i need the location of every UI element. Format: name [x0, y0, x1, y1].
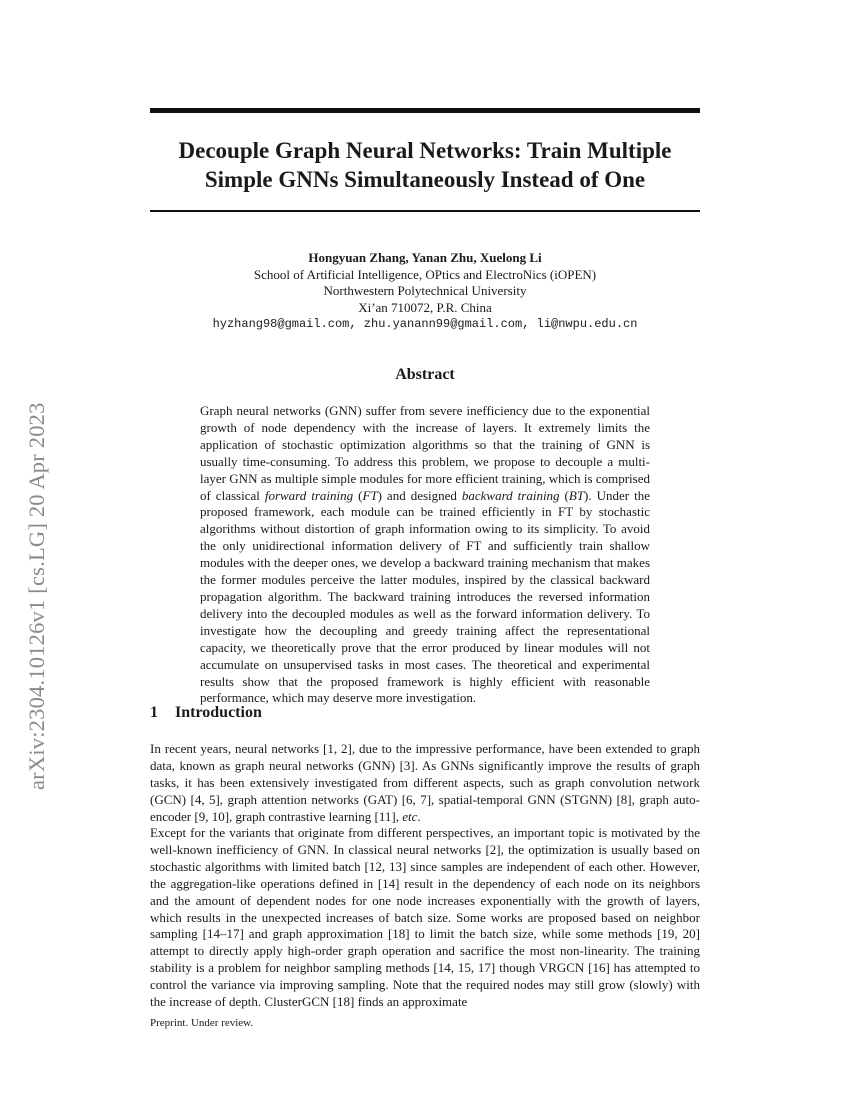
intro-p1-text: In recent years, neural networks [1, 2], due to the impressive performance, have been extended to graph data, known as graph neural networks (GNN) [3]. As GNNs significantly improve the results of graph tasks, it has been extensively investigated from different aspects, such as graph convolution network (GCN) [4, 5], graph attention networks (GAT) [6, 7], spatial-temporal GNN (STGNN) [8], graph auto-encoder [9, 10], graph contrastive learning [11], — [150, 741, 700, 824]
affiliation-line-2: Northwestern Polytechnical University — [323, 283, 527, 298]
intro-p1-end: . — [417, 808, 421, 824]
abstract-text-1: Graph neural networks (GNN) suffer from severe inefficiency due to the exponential growth of node dependency with the increase of layers. It extremely limits the application of stochastic optimization algorithms so that the training of GNN is usually time-consuming. To address this problem, we propose to decouple a multi-layer GNN as multiple simple modules for more efficient training, which is comprised of classical — [200, 403, 650, 503]
intro-p2-text: Except for the variants that originate from different perspectives, an important topic is motivated by the well-known inefficiency of GNN. In classical neural networks [2], the optimization is usually based on stochastic algorithms with limited batch [12, 13] since samples are independent of each other. However, the aggregation-like operations defined in [14] result in the dependency of each node on its neighbors and the amount of dependent nodes for one node increases exponentially with the growth of layers, which results in the unexpected increases of batch size. Some works are proposed based on neighbor sampling [14–17] and graph approximation [18] to limit the batch size, while some methods [19, 20] attempt to directly apply high-order graph operation and sacrifice the most non-linearity. The training stability is a problem for neighbor sampling methods [14, 15, 17] though VRGCN [16] has attempted to control the variance via improving sampling. Note that the required nodes may still grow (slowly) with the increase of depth. ClusterGCN [18] finds an approximate — [150, 825, 700, 1010]
affiliation-line-1: School of Artificial Intelligence, OPtics and ElectroNics (iOPEN) — [253, 266, 597, 282]
abstract-abbr-ft: FT — [362, 487, 378, 503]
abstract-text-2: ( — [353, 487, 363, 503]
abstract-text-3: ) and designed — [377, 487, 462, 503]
abstract-term-backward-training: backward training — [461, 487, 560, 503]
intro-paragraph-2 — [150, 825, 700, 1011]
abstract-text-4: ( — [559, 487, 569, 503]
abstract-term-forward-training: forward training — [264, 487, 354, 503]
section-number: 1 — [150, 704, 158, 721]
author-block — [150, 250, 700, 333]
intro-paragraph-1 — [150, 741, 700, 826]
section-title: Introduction — [175, 704, 262, 721]
author-emails: hyzhang98@gmail.com, zhu.yanann99@gmail.com, li@nwpu.edu.cn — [212, 317, 638, 331]
paper-title — [150, 136, 700, 194]
arxiv-sidebar-stamp: arXiv:2304.10126v1 [cs.LG] 20 Apr 2023 — [24, 402, 49, 790]
title-line-1: Decouple Graph Neural Networks: Train Multiple — [178, 138, 672, 163]
abstract-abbr-bt: BT — [568, 487, 585, 503]
preprint-footer: Preprint. Under review. — [150, 1017, 254, 1029]
address-line: Xi’an 710072, P.R. China — [358, 299, 492, 315]
title-top-rule — [150, 108, 700, 113]
abstract-body — [200, 403, 650, 707]
abstract-text-5: ). Under the proposed framework, each module can be trained efficiently in FT by stochastic algorithms without distortion of graph information owing to its simplicity. To avoid the only unidirectional information delivery of FT and sufficiently train shallow modules with the deeper ones, we develop a backward training mechanism that makes the former modules perceive the latter modules, inspired by the classical backward propagation algorithm. The backward training introduces the reversed information delivery into the decoupled modules as well as the forward information delivery. To investigate how the decoupling and greedy training affect the representational capacity, we theoretically prove that the error produced by linear modules will not accumulate on unsupervised tasks in most cases. The theoretical and experimental results show that the proposed framework is highly efficient with reasonable performance, which may deserve more investigation. — [200, 487, 650, 706]
title-line-2: Simple GNNs Simultaneously Instead of One — [204, 167, 646, 192]
title-bottom-rule — [150, 210, 700, 212]
intro-p1-etc: etc — [402, 808, 418, 824]
section-heading-introduction — [150, 704, 262, 722]
author-names: Hongyuan Zhang, Yanan Zhu, Xuelong Li — [308, 250, 542, 265]
abstract-heading: Abstract — [395, 366, 455, 383]
